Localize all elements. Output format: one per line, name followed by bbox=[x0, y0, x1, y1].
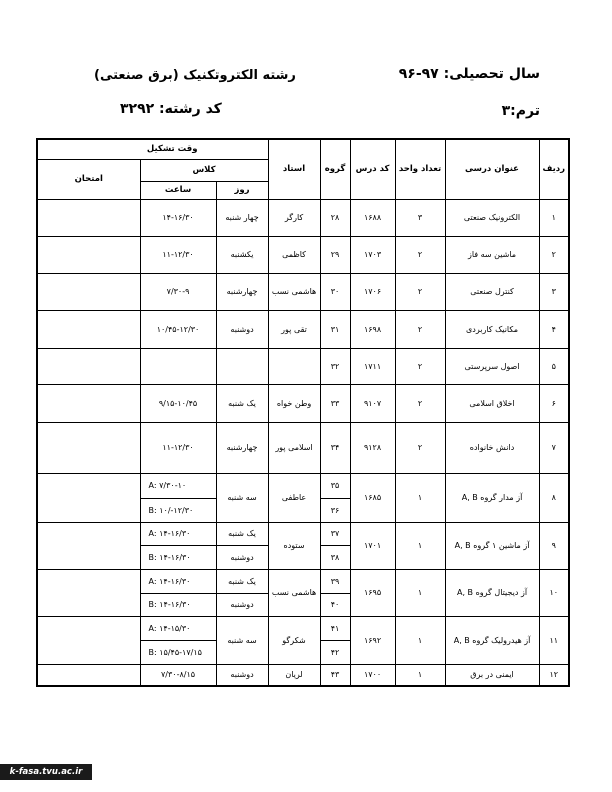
cell-time: ۱۴-۱۶/۳۰ bbox=[140, 199, 216, 236]
table-row bbox=[37, 616, 569, 640]
cell-instructor: هاشمی نسب bbox=[268, 273, 320, 310]
cell-units: ۲ bbox=[395, 310, 445, 348]
cell-group: ۴۳ bbox=[320, 664, 350, 686]
cell-course-code: ۱۶۹۵ bbox=[350, 569, 395, 616]
col-header-row-no: ردیف bbox=[539, 139, 569, 199]
cell-group: ۳۴ bbox=[320, 422, 350, 473]
cell-group: ۲۸ bbox=[320, 199, 350, 236]
cell-units: ۱ bbox=[395, 616, 445, 664]
cell-row-no: ۱ bbox=[539, 199, 569, 236]
cell-time: B: ۱۴-۱۶/۳۰ bbox=[140, 593, 216, 616]
cell-title: اصول سرپرستی bbox=[445, 348, 539, 384]
cell-units: ۱ bbox=[395, 569, 445, 616]
col-header-exam: امتحان bbox=[37, 159, 140, 199]
cell-exam bbox=[37, 664, 140, 686]
cell-group: ۳۷ bbox=[320, 522, 350, 545]
cell-instructor: ستوده bbox=[268, 522, 320, 569]
cell-day: یک شنبه bbox=[216, 522, 268, 545]
cell-course-code: ۱۶۸۵ bbox=[350, 473, 395, 522]
cell-time: ۷/۳۰-۸/۱۵ bbox=[140, 664, 216, 686]
cell-time: ۷/۳۰-۹ bbox=[140, 273, 216, 310]
cell-row-no: ۱۰ bbox=[539, 569, 569, 616]
cell-course-code: ۱۷۰۱ bbox=[350, 522, 395, 569]
cell-exam bbox=[37, 273, 140, 310]
cell-instructor: کاظمی bbox=[268, 236, 320, 273]
cell-title: آز دیجیتال گروه A, B bbox=[445, 569, 539, 616]
cell-day: چهار شنبه bbox=[216, 199, 268, 236]
schedule-table bbox=[36, 138, 570, 687]
cell-title: مکانیک کاربردی bbox=[445, 310, 539, 348]
cell-instructor: شکرگو bbox=[268, 616, 320, 664]
cell-title: آز مدار گروه A, B bbox=[445, 473, 539, 522]
cell-units: ۲ bbox=[395, 384, 445, 422]
table-row bbox=[37, 348, 569, 384]
cell-day: یک شنبه bbox=[216, 569, 268, 593]
cell-group: ۳۳ bbox=[320, 384, 350, 422]
cell-day: چهارشنبه bbox=[216, 273, 268, 310]
cell-row-no: ۲ bbox=[539, 236, 569, 273]
cell-time: B: ۱۵/۴۵-۱۷/۱۵ bbox=[140, 640, 216, 664]
table-row bbox=[37, 236, 569, 273]
major-title: رشته الکتروتکنیک (برق صنعتی) bbox=[94, 68, 296, 83]
cell-row-no: ۱۲ bbox=[539, 664, 569, 686]
cell-exam bbox=[37, 522, 140, 569]
academic-year: سال تحصیلی: ۹۷-۹۶ bbox=[398, 66, 540, 82]
cell-units: ۲ bbox=[395, 236, 445, 273]
cell-title: آز ماشین ۱ گروه A, B bbox=[445, 522, 539, 569]
cell-day: یک شنبه bbox=[216, 384, 268, 422]
cell-day: دوشنبه bbox=[216, 545, 268, 569]
cell-instructor: هاشمی نسب bbox=[268, 569, 320, 616]
cell-time: ۹/۱۵-۱۰/۴۵ bbox=[140, 384, 216, 422]
cell-course-code: ۹۱۲۸ bbox=[350, 422, 395, 473]
cell-row-no: ۸ bbox=[539, 473, 569, 522]
col-header-units: تعداد واحد bbox=[395, 139, 445, 199]
table-row bbox=[37, 273, 569, 310]
cell-exam bbox=[37, 236, 140, 273]
site-url-badge[interactable]: k-fasa.tvu.ac.ir bbox=[0, 764, 92, 780]
cell-course-code: ۱۶۹۸ bbox=[350, 310, 395, 348]
cell-course-code: ۱۶۹۲ bbox=[350, 616, 395, 664]
cell-time: A: ۷/۳۰-۱۰ bbox=[140, 473, 216, 498]
cell-exam bbox=[37, 384, 140, 422]
cell-units: ۲ bbox=[395, 348, 445, 384]
cell-time: ۱۰/۴۵-۱۲/۳۰ bbox=[140, 310, 216, 348]
cell-units: ۳ bbox=[395, 199, 445, 236]
cell-title: ایمنی در برق bbox=[445, 664, 539, 686]
cell-group: ۴۲ bbox=[320, 640, 350, 664]
cell-title: اخلاق اسلامی bbox=[445, 384, 539, 422]
cell-exam bbox=[37, 348, 140, 384]
col-header-instructor: استاد bbox=[268, 139, 320, 199]
cell-group: ۲۹ bbox=[320, 236, 350, 273]
cell-group: ۳۲ bbox=[320, 348, 350, 384]
cell-exam bbox=[37, 473, 140, 522]
table-row bbox=[37, 569, 569, 593]
cell-day: دوشنبه bbox=[216, 310, 268, 348]
cell-time: B: ۱۴-۱۶/۳۰ bbox=[140, 545, 216, 569]
cell-time: ۱۱-۱۲/۳۰ bbox=[140, 236, 216, 273]
cell-day: دوشنبه bbox=[216, 664, 268, 686]
cell-time: A: ۱۴-۱۶/۳۰ bbox=[140, 522, 216, 545]
col-header-day: روز bbox=[216, 181, 268, 199]
cell-row-no: ۱۱ bbox=[539, 616, 569, 664]
cell-time: A: ۱۴-۱۵/۳۰ bbox=[140, 616, 216, 640]
cell-row-no: ۷ bbox=[539, 422, 569, 473]
cell-exam bbox=[37, 310, 140, 348]
cell-instructor: عاطفی bbox=[268, 473, 320, 522]
cell-row-no: ۶ bbox=[539, 384, 569, 422]
table-row bbox=[37, 422, 569, 473]
cell-exam bbox=[37, 569, 140, 616]
table-row bbox=[37, 199, 569, 236]
cell-course-code: ۱۷۰۶ bbox=[350, 273, 395, 310]
cell-day: دوشنبه bbox=[216, 593, 268, 616]
cell-units: ۲ bbox=[395, 273, 445, 310]
cell-day bbox=[216, 348, 268, 384]
cell-time bbox=[140, 348, 216, 384]
col-header-title: عنوان درسی bbox=[445, 139, 539, 199]
cell-units: ۱ bbox=[395, 522, 445, 569]
cell-group: ۳۹ bbox=[320, 569, 350, 593]
cell-title: آز هیدرولیک گروه A, B bbox=[445, 616, 539, 664]
cell-course-code: ۱۷۰۳ bbox=[350, 236, 395, 273]
cell-instructor: اسلامی پور bbox=[268, 422, 320, 473]
cell-title: دانش خانواده bbox=[445, 422, 539, 473]
cell-row-no: ۹ bbox=[539, 522, 569, 569]
cell-units: ۱ bbox=[395, 664, 445, 686]
col-header-time: ساعت bbox=[140, 181, 216, 199]
cell-units: ۲ bbox=[395, 422, 445, 473]
col-header-schedule: وقت تشکیل bbox=[37, 139, 268, 159]
cell-row-no: ۴ bbox=[539, 310, 569, 348]
cell-row-no: ۵ bbox=[539, 348, 569, 384]
cell-course-code: ۱۶۸۸ bbox=[350, 199, 395, 236]
cell-group: ۳۸ bbox=[320, 545, 350, 569]
cell-exam bbox=[37, 422, 140, 473]
table-row bbox=[37, 522, 569, 545]
cell-day: سه شنبه bbox=[216, 616, 268, 664]
cell-instructor bbox=[268, 348, 320, 384]
cell-instructor: تقی پور bbox=[268, 310, 320, 348]
col-header-course-code: کد درس bbox=[350, 139, 395, 199]
cell-course-code: ۹۱۰۷ bbox=[350, 384, 395, 422]
cell-day: سه شنبه bbox=[216, 473, 268, 522]
cell-time: B: ۱۰/-۱۲/۳۰ bbox=[140, 498, 216, 522]
table-row bbox=[37, 384, 569, 422]
term-label: ترم:۳ bbox=[501, 103, 540, 119]
table-row bbox=[37, 473, 569, 498]
cell-instructor: لریان bbox=[268, 664, 320, 686]
cell-instructor: وطن خواه bbox=[268, 384, 320, 422]
cell-course-code: ۱۷۱۱ bbox=[350, 348, 395, 384]
cell-time: A: ۱۴-۱۶/۳۰ bbox=[140, 569, 216, 593]
cell-exam bbox=[37, 199, 140, 236]
cell-time: ۱۱-۱۲/۳۰ bbox=[140, 422, 216, 473]
cell-group: ۴۰ bbox=[320, 593, 350, 616]
cell-instructor: کارگر bbox=[268, 199, 320, 236]
cell-row-no: ۳ bbox=[539, 273, 569, 310]
col-header-class: کلاس bbox=[140, 159, 268, 181]
cell-group: ۳۵ bbox=[320, 473, 350, 498]
cell-group: ۳۰ bbox=[320, 273, 350, 310]
cell-title: کنترل صنعتی bbox=[445, 273, 539, 310]
table-row bbox=[37, 664, 569, 686]
cell-exam bbox=[37, 616, 140, 664]
cell-group: ۴۱ bbox=[320, 616, 350, 640]
cell-units: ۱ bbox=[395, 473, 445, 522]
cell-course-code: ۱۷۰۰ bbox=[350, 664, 395, 686]
cell-day: چهارشنبه bbox=[216, 422, 268, 473]
cell-day: یکشنبه bbox=[216, 236, 268, 273]
cell-group: ۳۶ bbox=[320, 498, 350, 522]
cell-title: ماشین سه فاز bbox=[445, 236, 539, 273]
cell-group: ۳۱ bbox=[320, 310, 350, 348]
col-header-group: گروه bbox=[320, 139, 350, 199]
cell-title: الکترونیک صنعتی bbox=[445, 199, 539, 236]
table-row bbox=[37, 310, 569, 348]
major-code: کد رشته: ۳۲۹۲ bbox=[120, 101, 222, 117]
